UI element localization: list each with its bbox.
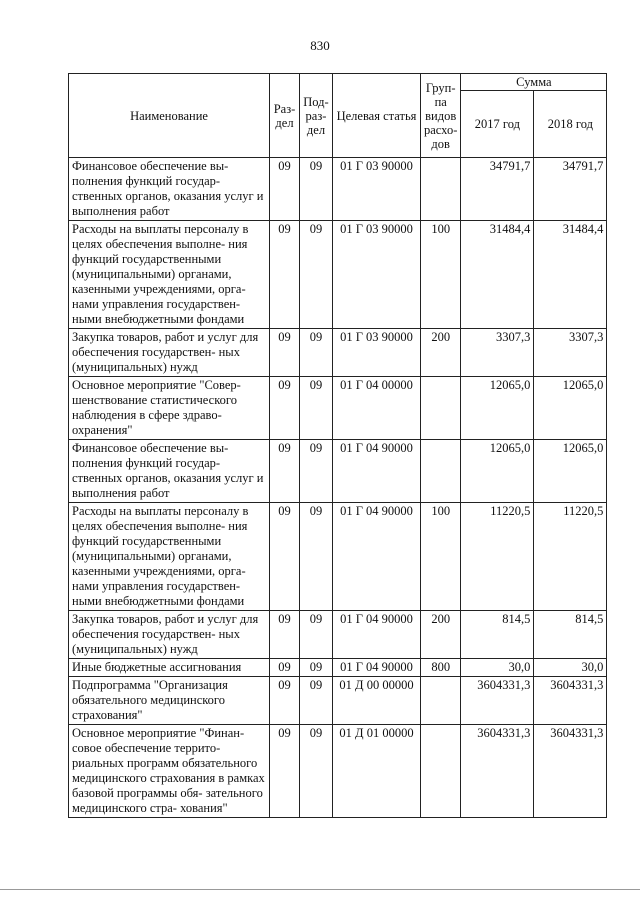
cell-expense-group bbox=[421, 440, 461, 503]
cell-sum-2018: 31484,4 bbox=[534, 221, 607, 329]
cell-expense-group: 800 bbox=[421, 659, 461, 677]
cell-razdel: 09 bbox=[270, 158, 300, 221]
cell-sum-2018: 814,5 bbox=[534, 611, 607, 659]
cell-sum-2018: 11220,5 bbox=[534, 503, 607, 611]
cell-target-article: 01 Г 04 00000 bbox=[333, 377, 421, 440]
cell-podrazdel: 09 bbox=[300, 677, 333, 725]
cell-target-article: 01 Г 04 90000 bbox=[333, 503, 421, 611]
cell-sum-2018: 12065,0 bbox=[534, 440, 607, 503]
cell-podrazdel: 09 bbox=[300, 377, 333, 440]
table-row bbox=[69, 503, 607, 611]
cell-target-article: 01 Г 04 90000 bbox=[333, 611, 421, 659]
table-row bbox=[69, 611, 607, 659]
header-podrazdel: Под- раз- дел bbox=[300, 74, 333, 158]
cell-sum-2017: 12065,0 bbox=[461, 440, 534, 503]
cell-razdel: 09 bbox=[270, 377, 300, 440]
header-name: Наименование bbox=[69, 74, 270, 158]
table-row bbox=[69, 440, 607, 503]
cell-expense-group bbox=[421, 677, 461, 725]
cell-target-article: 01 Д 00 00000 bbox=[333, 677, 421, 725]
cell-target-article: 01 Д 01 00000 bbox=[333, 725, 421, 818]
cell-podrazdel: 09 bbox=[300, 221, 333, 329]
cell-name: Иные бюджетные ассигнования bbox=[69, 659, 270, 677]
cell-sum-2017: 3307,3 bbox=[461, 329, 534, 377]
cell-target-article: 01 Г 03 90000 bbox=[333, 329, 421, 377]
cell-sum-2018: 34791,7 bbox=[534, 158, 607, 221]
cell-name: Расходы на выплаты персоналу в целях обеспечения выполне- ния функций государственными (муниципальными) органами, казенными учреждениями, орга- нами управления государствен- ными внебюджетными фондами bbox=[69, 503, 270, 611]
header-target-article: Целевая статья bbox=[333, 74, 421, 158]
cell-podrazdel: 09 bbox=[300, 329, 333, 377]
table-row bbox=[69, 377, 607, 440]
cell-sum-2017: 30,0 bbox=[461, 659, 534, 677]
header-expense-group: Груп- па видов расхо- дов bbox=[421, 74, 461, 158]
budget-table bbox=[68, 73, 607, 818]
cell-sum-2017: 12065,0 bbox=[461, 377, 534, 440]
cell-razdel: 09 bbox=[270, 725, 300, 818]
table-row bbox=[69, 659, 607, 677]
cell-razdel: 09 bbox=[270, 611, 300, 659]
header-sum: Сумма bbox=[461, 74, 607, 91]
cell-razdel: 09 bbox=[270, 677, 300, 725]
cell-podrazdel: 09 bbox=[300, 158, 333, 221]
cell-sum-2017: 3604331,3 bbox=[461, 677, 534, 725]
cell-target-article: 01 Г 04 90000 bbox=[333, 440, 421, 503]
cell-expense-group bbox=[421, 158, 461, 221]
cell-name: Подпрограмма "Организация обязательного медицинского страхования" bbox=[69, 677, 270, 725]
cell-expense-group: 100 bbox=[421, 221, 461, 329]
cell-name: Расходы на выплаты персоналу в целях обеспечения выполне- ния функций государственными (муниципальными) органами, казенными учреждениями, орга- нами управления государствен- ными внебюджетными фондами bbox=[69, 221, 270, 329]
cell-sum-2018: 3604331,3 bbox=[534, 677, 607, 725]
cell-podrazdel: 09 bbox=[300, 611, 333, 659]
cell-razdel: 09 bbox=[270, 503, 300, 611]
table-row bbox=[69, 221, 607, 329]
cell-expense-group bbox=[421, 377, 461, 440]
cell-sum-2017: 3604331,3 bbox=[461, 725, 534, 818]
table-body bbox=[69, 158, 607, 818]
header-razdel: Раз- дел bbox=[270, 74, 300, 158]
cell-razdel: 09 bbox=[270, 659, 300, 677]
cell-sum-2018: 30,0 bbox=[534, 659, 607, 677]
header-year-2017: 2017 год bbox=[461, 91, 534, 158]
cell-podrazdel: 09 bbox=[300, 725, 333, 818]
cell-name: Финансовое обеспечение вы- полнения функций государ- ственных органов, оказания услуг и выполнения работ bbox=[69, 158, 270, 221]
cell-target-article: 01 Г 04 90000 bbox=[333, 659, 421, 677]
cell-sum-2017: 11220,5 bbox=[461, 503, 534, 611]
cell-sum-2017: 31484,4 bbox=[461, 221, 534, 329]
cell-target-article: 01 Г 03 90000 bbox=[333, 158, 421, 221]
header-year-2018: 2018 год bbox=[534, 91, 607, 158]
table-row bbox=[69, 329, 607, 377]
table-row bbox=[69, 725, 607, 818]
cell-podrazdel: 09 bbox=[300, 503, 333, 611]
cell-target-article: 01 Г 03 90000 bbox=[333, 221, 421, 329]
cell-sum-2017: 814,5 bbox=[461, 611, 534, 659]
cell-name: Закупка товаров, работ и услуг для обеспечения государствен- ных (муниципальных) нужд bbox=[69, 611, 270, 659]
cell-name: Основное мероприятие "Совер- шенствование статистического наблюдения в сфере здраво- охранения" bbox=[69, 377, 270, 440]
cell-razdel: 09 bbox=[270, 440, 300, 503]
cell-expense-group: 100 bbox=[421, 503, 461, 611]
cell-sum-2018: 3307,3 bbox=[534, 329, 607, 377]
cell-expense-group: 200 bbox=[421, 329, 461, 377]
page-number: 830 bbox=[310, 38, 330, 53]
table-row bbox=[69, 158, 607, 221]
table-row bbox=[69, 677, 607, 725]
cell-sum-2018: 3604331,3 bbox=[534, 725, 607, 818]
bottom-rule bbox=[0, 889, 640, 890]
cell-name: Основное мероприятие "Финан- совое обеспечение террито- риальных программ обязательного медицинского страхования в рамках базовой программы обя- зательного медицинского стра- хования" bbox=[69, 725, 270, 818]
cell-expense-group: 200 bbox=[421, 611, 461, 659]
cell-razdel: 09 bbox=[270, 221, 300, 329]
cell-razdel: 09 bbox=[270, 329, 300, 377]
cell-podrazdel: 09 bbox=[300, 440, 333, 503]
cell-expense-group bbox=[421, 725, 461, 818]
cell-name: Закупка товаров, работ и услуг для обеспечения государствен- ных (муниципальных) нужд bbox=[69, 329, 270, 377]
cell-sum-2018: 12065,0 bbox=[534, 377, 607, 440]
cell-sum-2017: 34791,7 bbox=[461, 158, 534, 221]
cell-podrazdel: 09 bbox=[300, 659, 333, 677]
cell-name: Финансовое обеспечение вы- полнения функций государ- ственных органов, оказания услуг и выполнения работ bbox=[69, 440, 270, 503]
